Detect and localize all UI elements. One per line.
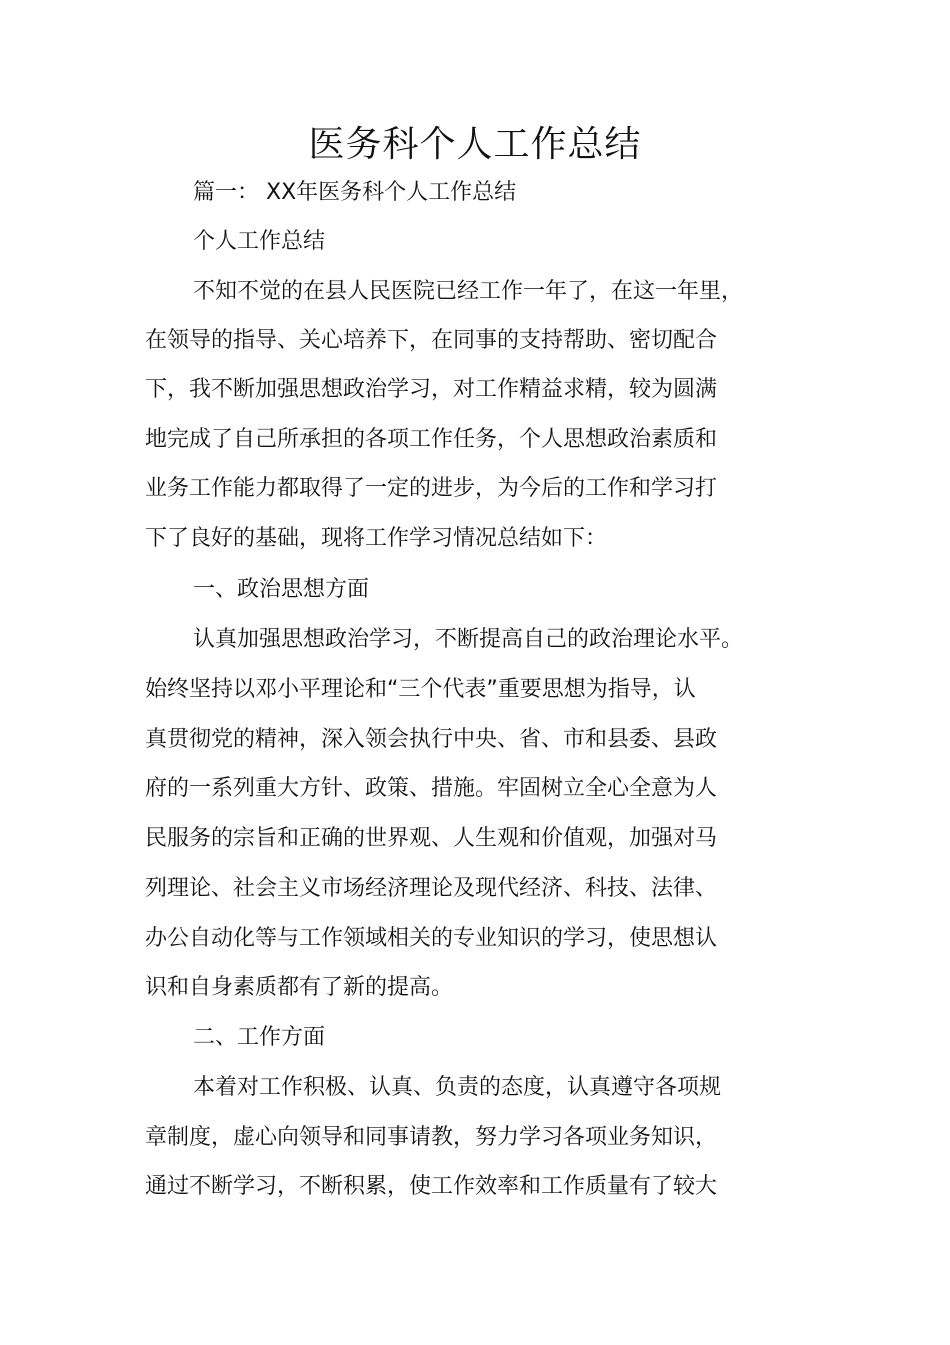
paragraph-line: 业务工作能力都取得了一定的进步，为今后的工作和学习打 [145,476,718,501]
paragraph-line: 下了良好的基础，现将工作学习情况总结如下： [145,526,608,551]
paragraph-line: 列理论、社会主义市场经济理论及现代经济、科技、法律、 [145,876,718,901]
subheading: 个人工作总结 [193,229,326,254]
paragraph-line: 通过不断学习，不断积累，使工作效率和工作质量有了较大 [145,1174,718,1199]
paragraph-line: 识和自身素质都有了新的提高。 [145,975,454,1000]
paragraph-line: 真贯彻党的精神，深入领会执行中央、省、市和县委、县政 [145,727,718,752]
paragraph-line: 本着对工作积极、认真、负责的态度，认真遵守各项规 [193,1075,722,1100]
paragraph-line: 认真加强思想政治学习，不断提高自己的政治理论水平。 [193,627,744,652]
paragraph-line: 始终坚持以邓小平理论和“三个代表”重要思想为指导，认 [145,677,696,702]
paragraph-line: 办公自动化等与工作领域相关的专业知识的学习，使思想认 [145,926,718,951]
paragraph-line: 在领导的指导、关心培养下，在同事的支持帮助、密切配合 [145,328,718,353]
paragraph-line: 不知不觉的在县人民医院已经工作一年了，在这一年里， [193,279,744,304]
paragraph-line: 下，我不断加强思想政治学习，对工作精益求精，较为圆满 [145,377,718,402]
document-title: 医务科个人工作总结 [308,124,642,165]
section-heading: 二、工作方面 [193,1025,326,1050]
section-heading: 篇一： XX年医务科个人工作总结 [193,180,517,205]
paragraph-line: 民服务的宗旨和正确的世界观、人生观和价值观，加强对马 [145,826,718,851]
section-heading: 一、政治思想方面 [193,577,370,602]
paragraph-line: 府的一系列重大方针、政策、措施。牢固树立全心全意为人 [145,776,718,801]
paragraph-line: 地完成了自己所承担的各项工作任务，个人思想政治素质和 [145,427,718,452]
paragraph-line: 章制度，虚心向领导和同事请教，努力学习各项业务知识， [145,1125,718,1150]
